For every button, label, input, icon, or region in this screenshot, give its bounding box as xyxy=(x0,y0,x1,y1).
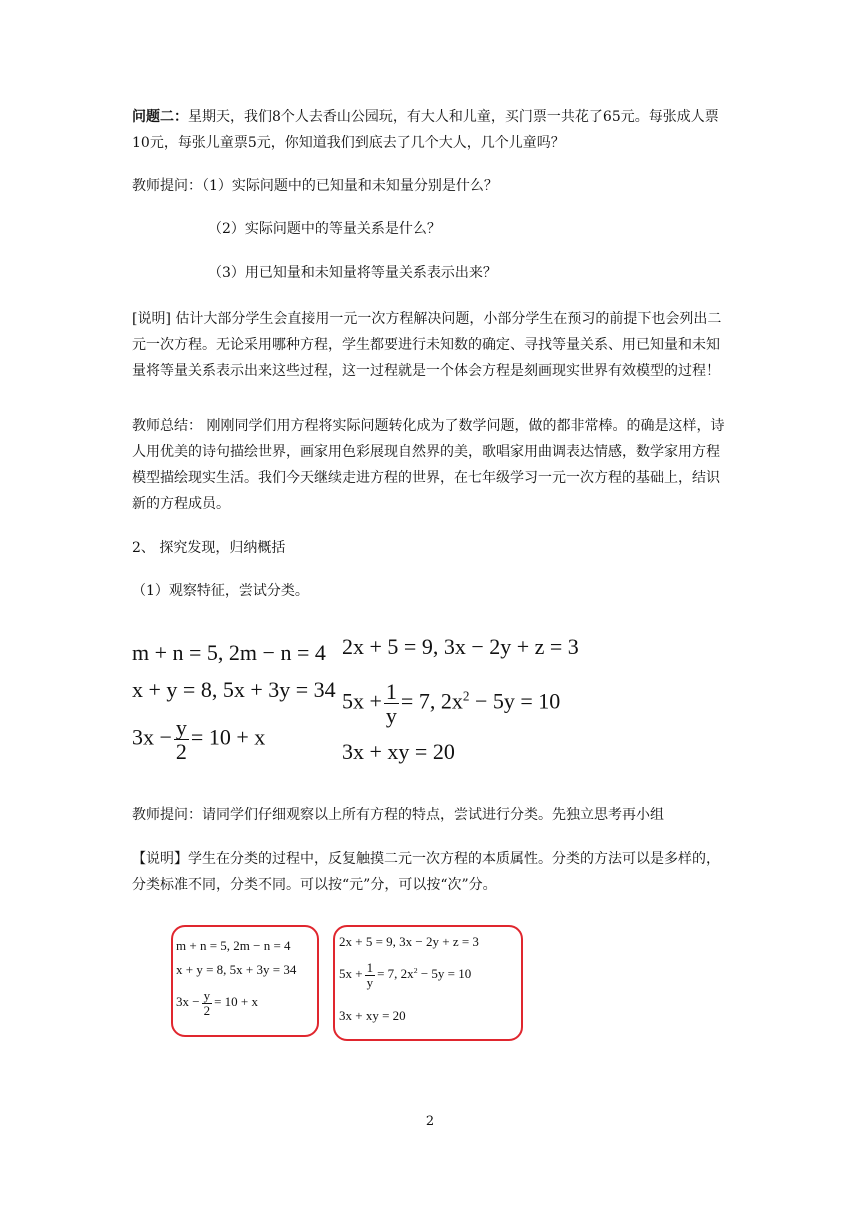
note-2-text: 学生在分类的过程中，反复触摸二元一次方程的本质属性。分类的方法可以是多样的，分类标准不同，分类不同。可以按“元”分，可以按“次”分。 xyxy=(132,851,720,893)
note-2-label: 【说明】 xyxy=(132,851,188,867)
section-2-heading: 2、 探究发现，归纳概括 xyxy=(132,540,286,556)
note-1: [说明] 估计大部分学生会直接用一元一次方程解决问题，小部分学生在预习的前提下也会列出二元一次方程。无论采用哪种方程，学生都要进行未知数的确定、寻找等量关系、用已知量和未知量将等量关系表示出来这些过程，这一过程就是一个体会方程是刻画现实世界有效模型的过程！ xyxy=(132,311,722,379)
equation-right-2: 5x + $\frac{1}{y}$ = 7, $2x^2 - 5y = 10$ xyxy=(342,679,561,729)
box-left-equation-2: x + y = 8, 5x + 3y = 34 xyxy=(176,962,297,977)
problem-2-label: 问题二： xyxy=(132,109,188,125)
teacher-question-classify: 教师提问：请同学们仔细观察以上所有方程的特点，尝试进行分类。先独立思考再小组 xyxy=(132,807,664,823)
teacher-question-2: （2）实际问题中的等量关系是什么？ xyxy=(208,221,441,237)
problem-2 xyxy=(132,104,732,156)
box-right-equation-1: 2x + 5 = 9, 3x − 2y + z = 3 xyxy=(339,934,479,949)
problem-2-text: 星期天，我们8个人去香山公园玩，有大人和儿童，买门票一共花了65元。每张成人票10元，每张儿童票5元，你知道我们到底去了几个大人，几个儿童吗？ xyxy=(132,109,719,151)
equation-left-3: 3x − $\frac{y}{2}$ = 10 + x xyxy=(132,715,266,765)
box-left-fraction: $\frac{y}{2}$ xyxy=(203,988,211,1018)
equation-right-1: 2x + 5 = 9, 3x − 2y + z = 3 xyxy=(342,634,579,659)
page-number: 2 xyxy=(425,1114,435,1129)
box-right-fraction: $\frac{1}{y}$ xyxy=(366,960,374,990)
teacher-summary: 教师总结： 刚刚同学们用方程将实际问题转化成为了数学问题，做的都非常棒。的确是这样，诗人用优美的诗句描绘世界，画家用色彩展现自然界的美，歌唱家用曲调表达情感，数学家用方程模型描绘现实生活。我们今天继续走进方程的世界，在七年级学习一元一次方程的基础上，结识新的方程成员。 xyxy=(132,418,725,512)
box-left-equation-1: m + n = 5, 2m − n = 4 xyxy=(176,938,291,953)
fraction-y-over-2: $\frac{y}{2}$ xyxy=(175,715,187,765)
box-right-equation-3: 3x + xy = 20 xyxy=(339,1008,406,1023)
subsection-1: （1）观察特征，尝试分类。 xyxy=(132,583,309,599)
equation-left-1: m + n = 5, 2m − n = 4 xyxy=(132,640,326,665)
fraction-1-over-y: $\frac{1}{y}$ xyxy=(385,679,397,729)
classification-box-right xyxy=(333,925,523,1041)
box-right-equation-2: 5x + $\frac{1}{y}$ = 7, $2x^2 - 5y = 10$ xyxy=(339,960,472,990)
note-2 xyxy=(132,846,732,898)
teacher-question-1: 教师提问：（1）实际问题中的已知量和未知量分别是什么？ xyxy=(132,178,498,194)
equation-right-3: 3x + xy = 20 xyxy=(342,739,455,764)
box-left-equation-3: 3x − $\frac{y}{2}$ = 10 + x xyxy=(176,988,259,1018)
equation-left-2: x + y = 8, 5x + 3y = 34 xyxy=(132,677,336,702)
classification-box-left xyxy=(171,925,319,1037)
teacher-question-3: （3）用已知量和未知量将等量关系表示出来？ xyxy=(208,265,497,281)
